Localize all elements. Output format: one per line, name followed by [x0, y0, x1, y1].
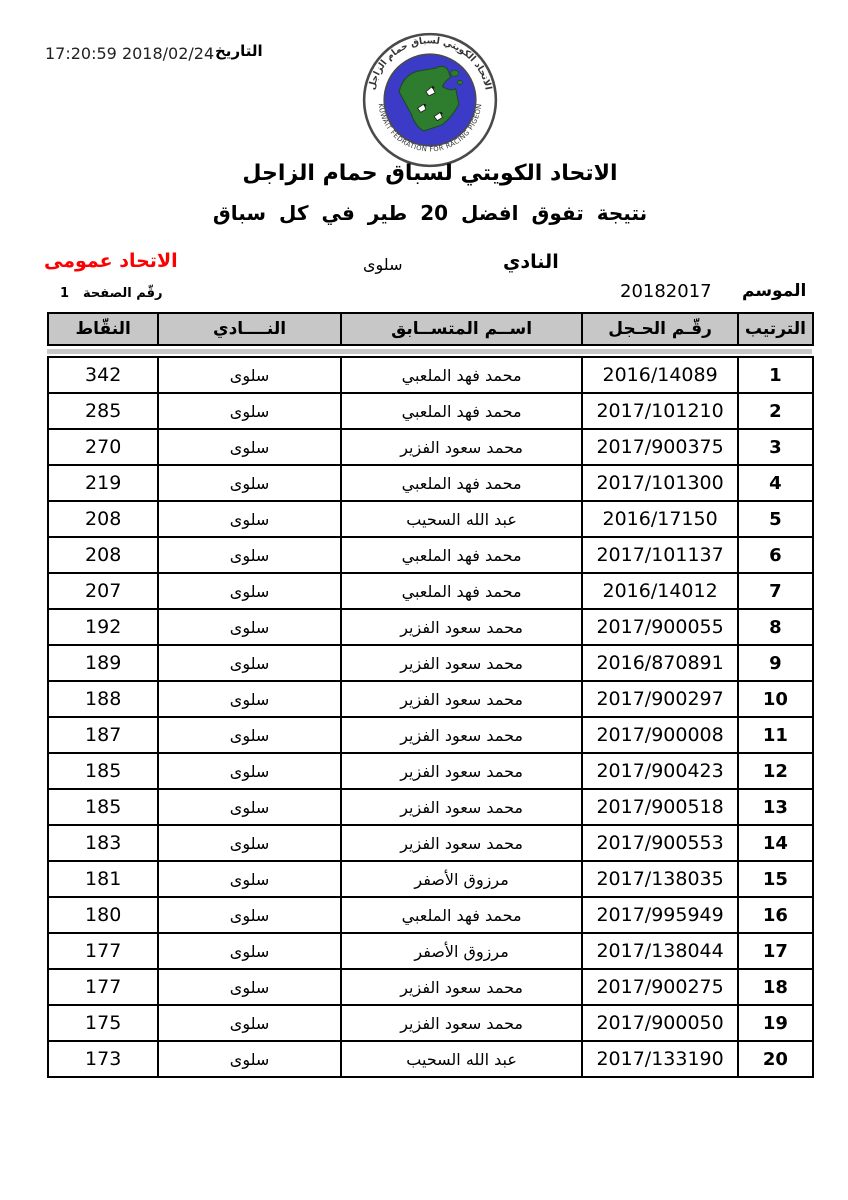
header-points: النقّاط — [48, 313, 158, 345]
points-cell: 192 — [48, 609, 158, 645]
ring-number-cell: 2017/900008 — [582, 717, 737, 753]
points-cell: 219 — [48, 465, 158, 501]
points-cell: 185 — [48, 753, 158, 789]
club-label: النادي — [503, 251, 559, 273]
table-row — [48, 681, 813, 717]
club-cell: سلوى — [158, 537, 340, 573]
ring-number-cell: 2017/101300 — [582, 465, 737, 501]
rank-cell: 11 — [738, 717, 813, 753]
table-row — [48, 717, 813, 753]
competitor-name-cell: مرزوق الأصفر — [341, 933, 583, 969]
rank-cell: 1 — [738, 357, 813, 393]
points-cell: 208 — [48, 501, 158, 537]
club-cell: سلوى — [158, 897, 340, 933]
federation-logo — [360, 30, 500, 170]
table-row — [48, 501, 813, 537]
rank-cell: 8 — [738, 609, 813, 645]
club-cell: سلوى — [158, 753, 340, 789]
club-cell: سلوى — [158, 357, 340, 393]
competitor-name-cell: عبد الله السحيب — [341, 501, 583, 537]
rank-cell: 10 — [738, 681, 813, 717]
table-row — [48, 1005, 813, 1041]
ring-number-cell: 2016/14089 — [582, 357, 737, 393]
results-table — [47, 356, 814, 1078]
page-subtitle: نتيجة تفوق افضل 20 طير في كل سباق — [212, 201, 648, 225]
ring-number-cell: 2017/900055 — [582, 609, 737, 645]
table-row — [48, 393, 813, 429]
rank-cell: 18 — [738, 969, 813, 1005]
rank-cell: 13 — [738, 789, 813, 825]
competitor-name-cell: محمد سعود الفزير — [341, 681, 583, 717]
club-cell: سلوى — [158, 789, 340, 825]
ring-number-cell: 2017/900423 — [582, 753, 737, 789]
competitor-name-cell: محمد سعود الفزير — [341, 825, 583, 861]
table-row — [48, 573, 813, 609]
points-cell: 180 — [48, 897, 158, 933]
ring-number-cell: 2016/14012 — [582, 573, 737, 609]
rank-cell: 16 — [738, 897, 813, 933]
competitor-name-cell: محمد سعود الفزير — [341, 645, 583, 681]
header-club: النــــادي — [158, 313, 340, 345]
table-row — [48, 429, 813, 465]
club-cell: سلوى — [158, 573, 340, 609]
table-row — [48, 825, 813, 861]
points-cell: 208 — [48, 537, 158, 573]
competitor-name-cell: محمد فهد الملعبي — [341, 465, 583, 501]
ring-number-cell: 2017/138044 — [582, 933, 737, 969]
competitor-name-cell: محمد سعود الفزير — [341, 969, 583, 1005]
points-cell: 175 — [48, 1005, 158, 1041]
points-cell: 189 — [48, 645, 158, 681]
table-row — [48, 861, 813, 897]
points-cell: 285 — [48, 393, 158, 429]
competitor-name-cell: محمد سعود الفزير — [341, 429, 583, 465]
ring-number-cell: 2017/138035 — [582, 861, 737, 897]
club-cell: سلوى — [158, 825, 340, 861]
ring-number-cell: 2017/900050 — [582, 1005, 737, 1041]
club-cell: سلوى — [158, 717, 340, 753]
print-datetime: 17:20:59 2018/02/24 — [45, 44, 215, 63]
rank-cell: 2 — [738, 393, 813, 429]
competitor-name-cell: محمد سعود الفزير — [341, 753, 583, 789]
competitor-name-cell: مرزوق الأصفر — [341, 861, 583, 897]
competitor-name-cell: محمد سعود الفزير — [341, 609, 583, 645]
club-cell: سلوى — [158, 1041, 340, 1077]
ring-number-cell: 2017/900518 — [582, 789, 737, 825]
ring-number-cell: 2016/870891 — [582, 645, 737, 681]
results-table-header — [47, 312, 814, 346]
ring-number-cell: 2016/17150 — [582, 501, 737, 537]
page-title: الاتحاد الكويتي لسباق حمام الزاجل — [242, 161, 618, 186]
club-cell: سلوى — [158, 465, 340, 501]
club-cell: سلوى — [158, 393, 340, 429]
federation-logo-icon — [360, 30, 500, 170]
rank-cell: 19 — [738, 1005, 813, 1041]
page-number-value: 1 — [60, 286, 70, 301]
points-cell: 183 — [48, 825, 158, 861]
header-divider — [47, 349, 812, 354]
ring-number-cell: 2017/101210 — [582, 393, 737, 429]
club-cell: سلوى — [158, 501, 340, 537]
table-row — [48, 537, 813, 573]
competitor-name-cell: محمد فهد الملعبي — [341, 537, 583, 573]
club-cell: سلوى — [158, 1005, 340, 1041]
ring-number-cell: 2017/900275 — [582, 969, 737, 1005]
table-row — [48, 789, 813, 825]
competitor-name-cell: محمد فهد الملعبي — [341, 393, 583, 429]
competitor-name-cell: محمد فهد الملعبي — [341, 573, 583, 609]
union-scope-label: الاتحاد عمومى — [44, 250, 178, 272]
table-row — [48, 753, 813, 789]
points-cell: 177 — [48, 933, 158, 969]
competitor-name-cell: محمد سعود الفزير — [341, 1005, 583, 1041]
logo-english-text: KUWAIT FEDRATION FOR RACING PIGEON — [376, 103, 484, 154]
rank-cell: 7 — [738, 573, 813, 609]
club-cell: سلوى — [158, 933, 340, 969]
club-cell: سلوى — [158, 861, 340, 897]
logo-arabic-text: الاتحاد الكويتي لسباق حمام الزاجل — [366, 35, 494, 91]
rank-cell: 14 — [738, 825, 813, 861]
club-cell: سلوى — [158, 429, 340, 465]
page-number-label: رقّم الصفحة — [83, 286, 163, 301]
points-cell: 177 — [48, 969, 158, 1005]
ring-number-cell: 2017/101137 — [582, 537, 737, 573]
date-label: التاريخ — [215, 42, 263, 60]
points-cell: 187 — [48, 717, 158, 753]
rank-cell: 15 — [738, 861, 813, 897]
competitor-name-cell: عبد الله السحيب — [341, 1041, 583, 1077]
rank-cell: 3 — [738, 429, 813, 465]
rank-cell: 17 — [738, 933, 813, 969]
ring-number-cell: 2017/900375 — [582, 429, 737, 465]
competitor-name-cell: محمد فهد الملعبي — [341, 897, 583, 933]
points-cell: 342 — [48, 357, 158, 393]
ring-number-cell: 2017/133190 — [582, 1041, 737, 1077]
table-row — [48, 897, 813, 933]
table-row — [48, 933, 813, 969]
points-cell: 173 — [48, 1041, 158, 1077]
season-value: 20182017 — [620, 281, 712, 302]
table-row — [48, 1041, 813, 1077]
points-cell: 185 — [48, 789, 158, 825]
ring-number-cell: 2017/995949 — [582, 897, 737, 933]
points-cell: 188 — [48, 681, 158, 717]
season-label: الموسم — [742, 281, 807, 301]
rank-cell: 4 — [738, 465, 813, 501]
club-value: سلوى — [363, 255, 403, 274]
header-rank: الترتيب — [738, 313, 813, 345]
header-competitor-name: اســم المتســابق — [341, 313, 583, 345]
club-cell: سلوى — [158, 969, 340, 1005]
table-row — [48, 609, 813, 645]
rank-cell: 20 — [738, 1041, 813, 1077]
rank-cell: 6 — [738, 537, 813, 573]
header-row — [48, 313, 813, 345]
rank-cell: 9 — [738, 645, 813, 681]
header-ring-number: رقّـم الحـجل — [582, 313, 737, 345]
club-cell: سلوى — [158, 681, 340, 717]
table-row — [48, 465, 813, 501]
points-cell: 270 — [48, 429, 158, 465]
competitor-name-cell: محمد فهد الملعبي — [341, 357, 583, 393]
rank-cell: 12 — [738, 753, 813, 789]
competitor-name-cell: محمد سعود الفزير — [341, 717, 583, 753]
ring-number-cell: 2017/900553 — [582, 825, 737, 861]
points-cell: 207 — [48, 573, 158, 609]
competitor-name-cell: محمد سعود الفزير — [341, 789, 583, 825]
table-row — [48, 969, 813, 1005]
ring-number-cell: 2017/900297 — [582, 681, 737, 717]
table-row — [48, 357, 813, 393]
club-cell: سلوى — [158, 645, 340, 681]
table-row — [48, 645, 813, 681]
rank-cell: 5 — [738, 501, 813, 537]
points-cell: 181 — [48, 861, 158, 897]
club-cell: سلوى — [158, 609, 340, 645]
